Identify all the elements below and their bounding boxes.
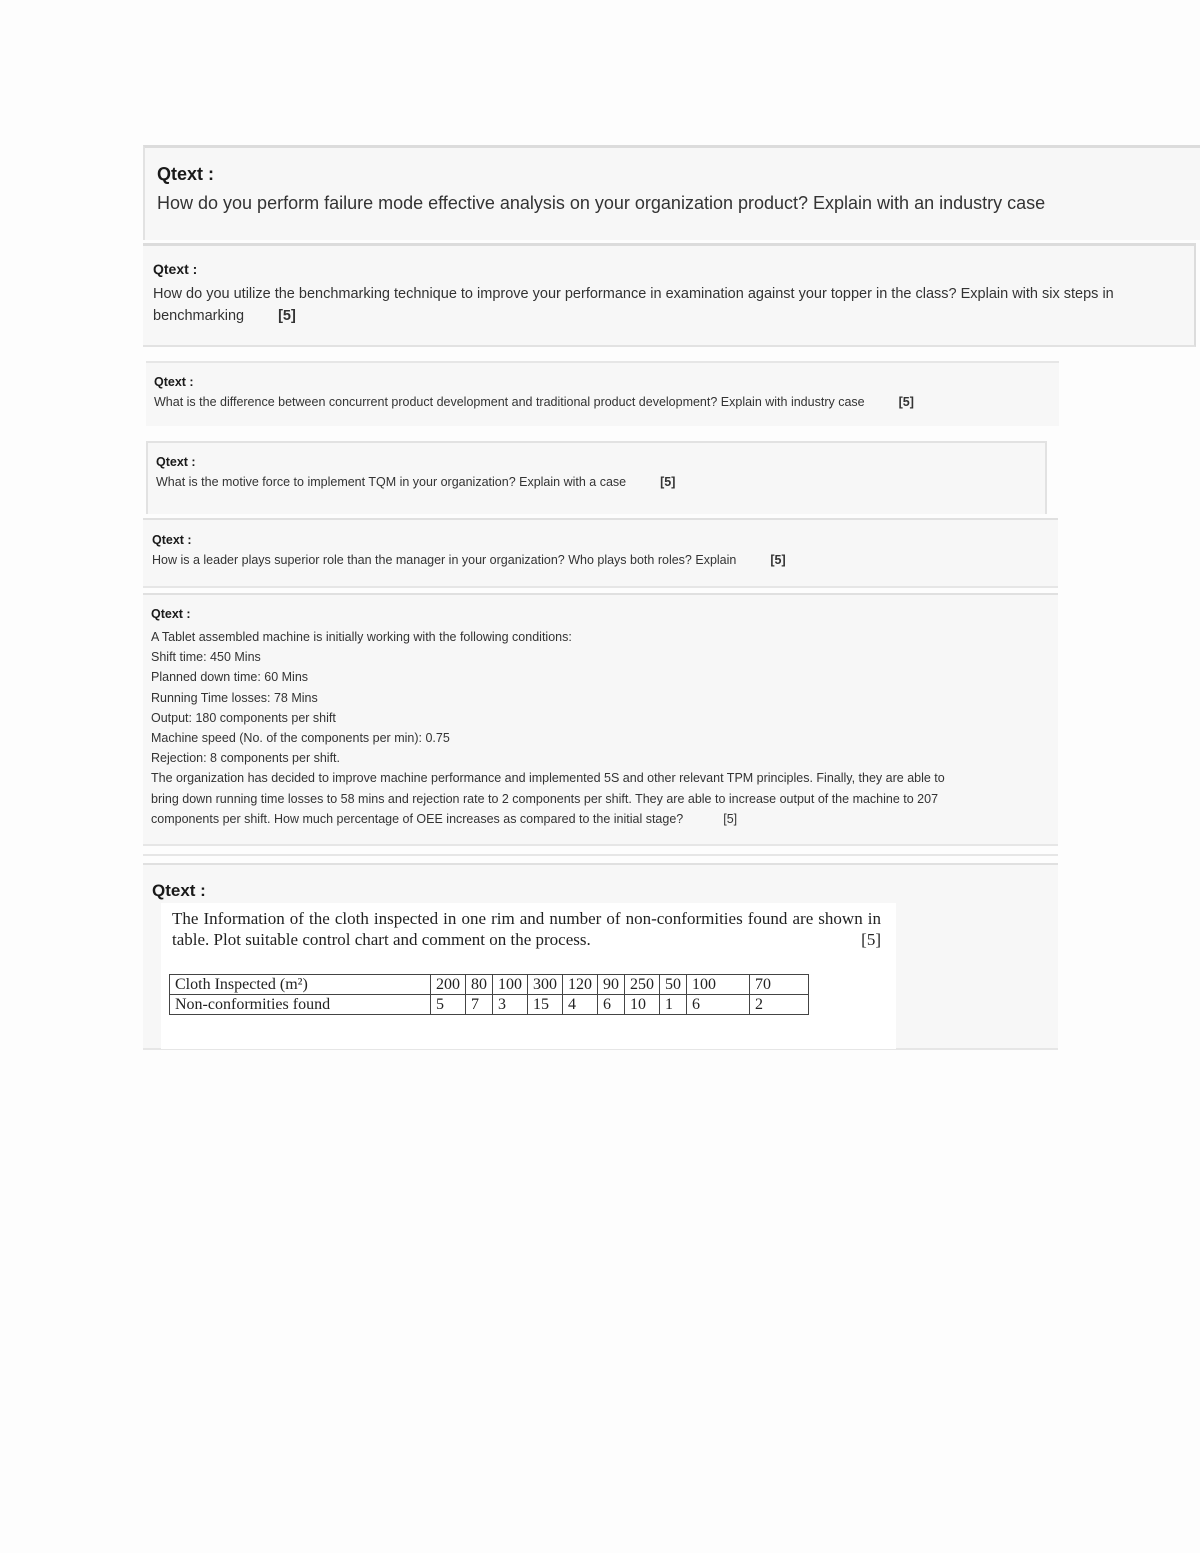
- question-line: A Tablet assembled machine is initially working with the following conditions:: [151, 630, 572, 644]
- table-cell: 15: [528, 995, 563, 1015]
- marks-badge: [5]: [278, 308, 296, 324]
- marks-badge: [5]: [660, 475, 676, 489]
- question-card-7: [143, 863, 1058, 1050]
- question-body: How is a leader plays superior role than the manager in your organization? Who plays both roles? Explain: [152, 553, 737, 567]
- table-cell: 100: [493, 975, 528, 995]
- qtext-label: Qtext :: [153, 261, 198, 277]
- question-text: [151, 627, 1051, 829]
- question-body: What is the motive force to implement TQM in your organization? Explain with a case: [156, 475, 627, 489]
- question-body: What is the difference between concurrent product development and traditional product development? Explain with industry case: [154, 395, 865, 409]
- qtext-label: Qtext :: [152, 533, 192, 547]
- question-card-6: [143, 593, 1058, 846]
- table-cell: 50: [660, 975, 687, 995]
- table-cell: 3: [493, 995, 528, 1015]
- marks-badge: [5]: [861, 930, 881, 949]
- question-text: [152, 553, 786, 567]
- table-cell: 5: [431, 995, 466, 1015]
- question-card-4: [146, 441, 1047, 514]
- question-text: [153, 283, 1188, 327]
- table-cell: 90: [598, 975, 625, 995]
- question-line-text: components per shift. How much percentage of OEE increases as compared to the initial stage?: [151, 811, 684, 826]
- table-cell: 100: [687, 975, 750, 995]
- table-cell: 1: [660, 995, 687, 1015]
- question-text: [154, 395, 914, 409]
- table-cell: 6: [687, 995, 750, 1015]
- question-line: bring down running time losses to 58 mins and rejection rate to 2 components per shift. They are able to increase output of the machine to 207: [151, 791, 939, 806]
- question-image: [161, 903, 896, 1049]
- qtext-label: Qtext :: [156, 455, 196, 469]
- marks-badge: [5]: [898, 395, 914, 409]
- question-line: Shift time: 450 Mins: [151, 650, 261, 665]
- divider: [143, 854, 1058, 856]
- question-line: Running Time losses: 78 Mins: [151, 690, 318, 705]
- marks-badge: [5]: [770, 553, 786, 567]
- question-card-3: [146, 361, 1059, 426]
- question-body: The Information of the cloth inspected in one rim and number of non-conformities found are shown in table. Plot suitable control chart and comment on the process.: [172, 909, 881, 949]
- qtext-label: Qtext :: [154, 375, 194, 389]
- table-cell: 70: [750, 975, 809, 995]
- table-cell: 80: [466, 975, 493, 995]
- question-card-1: [143, 145, 1200, 240]
- table-cell: 7: [466, 995, 493, 1015]
- table-cell: 120: [563, 975, 598, 995]
- qtext-label: Qtext :: [151, 607, 191, 621]
- question-body: How do you utilize the benchmarking technique to improve your performance in examination against your topper in the class? Explain with six steps in benchmarking: [153, 286, 1114, 324]
- question-line: The organization has decided to improve machine performance and implemented 5S and other relevant TPM principles. Finally, they are able to: [151, 771, 945, 786]
- question-line: Planned down time: 60 Mins: [151, 670, 309, 685]
- table-row: [170, 975, 809, 995]
- table-cell: 300: [528, 975, 563, 995]
- question-text: [156, 475, 675, 489]
- question-text: [172, 908, 881, 950]
- row-header: Cloth Inspected (m²): [170, 975, 431, 995]
- table-row: [170, 995, 809, 1015]
- question-card-2: [143, 243, 1196, 347]
- table-cell: 6: [598, 995, 625, 1015]
- question-line: [151, 809, 1051, 829]
- question-line: Machine speed (No. of the components per min): 0.75: [151, 731, 450, 746]
- table-cell: 200: [431, 975, 466, 995]
- table-cell: 2: [750, 995, 809, 1015]
- row-header: Non-conformities found: [170, 995, 431, 1015]
- data-table: [169, 974, 809, 1015]
- table-cell: 250: [625, 975, 660, 995]
- question-card-5: [143, 518, 1058, 588]
- table-cell: 10: [625, 995, 660, 1015]
- question-text: How do you perform failure mode effective analysis on your organization product? Explain with an industry case: [157, 193, 1046, 213]
- question-line: Output: 180 components per shift: [151, 710, 336, 725]
- marks-badge: [5]: [723, 811, 738, 826]
- qtext-label: Qtext :: [157, 164, 215, 184]
- qtext-label: Qtext :: [152, 881, 206, 900]
- question-line: Rejection: 8 components per shift.: [151, 751, 340, 766]
- table-cell: 4: [563, 995, 598, 1015]
